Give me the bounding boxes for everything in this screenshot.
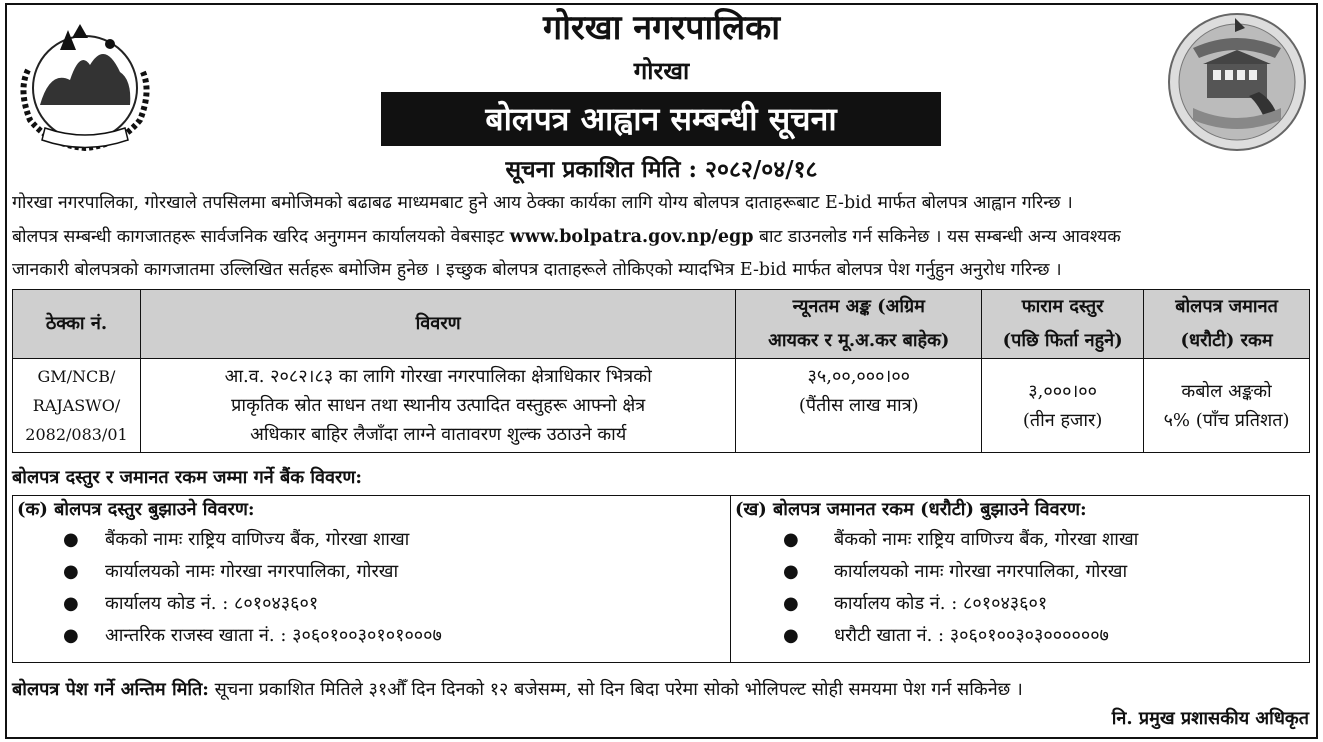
office-title: गोरखा नगरपालिका [542, 8, 781, 48]
bullet-icon: ● [783, 625, 799, 646]
list-item: ● आन्तरिक राजस्व खाता नं. : ३०६०१००३०१०१०००७ [13, 620, 730, 652]
office-location: गोरखा [633, 56, 690, 85]
table-row [13, 359, 1310, 453]
fee-deposit-details [13, 496, 731, 662]
list-item: ● कार्यालय कोड नं. : ८०१०४३६०१ [13, 588, 730, 620]
bullet-icon: ● [63, 625, 79, 646]
min-amount-cell: ३५,००,०००।०० (पैंतीस लाख मात्र) [736, 359, 982, 453]
fee-deposit-heading: (क) बोलपत्र दस्तुर बुझाउने विवरण: [17, 499, 255, 520]
submission-deadline [12, 676, 1312, 704]
bank-details-title: बोलपत्र दस्तुर र जमानत रकम जम्मा गर्ने बैंक विवरण: [12, 467, 363, 488]
signatory: नि. प्रमुख प्रशासकीय अधिकृत [1111, 708, 1309, 729]
bond-deposit-heading: (ख) बोलपत्र जमानत रकम (धरौटी) बुझाउने विवरण: [735, 499, 1087, 520]
deadline-label: बोलपत्र पेश गर्ने अन्तिम मिति: [12, 679, 209, 700]
notice-title: बोलपत्र आह्वान सम्बन्धी सूचना [381, 92, 941, 146]
header-description: विवरण [140, 290, 735, 359]
bank-details-box [12, 495, 1310, 663]
header-min-amount: न्यूनतम अङ्क (अग्रिम आयकर र मू.अ.कर बाहेक) [736, 290, 982, 359]
table-header-row [13, 290, 1310, 359]
header-form-fee: फाराम दस्तुर (पछि फिर्ता नहुने) [982, 290, 1144, 359]
bullet-icon: ● [63, 529, 79, 550]
deadline-text: सूचना प्रकाशित मितिले ३१औँ दिन दिनको १२ बजेसम्म, सो दिन बिदा परेमा सोको भोलिपल्ट सोही समयमा पेश गर्न सकिनेछ । [208, 679, 1023, 700]
bullet-icon: ● [783, 593, 799, 614]
intro-line-3: जानकारी बोलपत्रको कागजातमा उल्लिखित सर्तहरू बमोजिम हुनेछ । इच्छुक बोलपत्र दाताहरूले तोकिएको म्यादभित्र E-bid मार्फत बोलपत्र पेश गर्नुहुन अनुरोध गरिन्छ । [12, 260, 1062, 280]
bullet-icon: ● [783, 561, 799, 582]
list-item: ● धरौटी खाता नं. : ३०६०१००३०३००००००७ [731, 620, 1309, 652]
intro-line-2: बोलपत्र सम्बन्धी कागजातहरू सार्वजनिक खरिद अनुगमन कार्यालयको वेबसाइट www.bolpatra.gov.np/egp बाट डाउनलोड गर्न सकिनेछ । यस सम्बन्धी अन्य आवश्यक [12, 227, 1121, 247]
list-item: ● कार्यालयको नामः गोरखा नगरपालिका, गोरखा [731, 556, 1309, 588]
nepal-emblem-logo [10, 10, 160, 160]
form-fee-cell: ३,०००।०० (तीन हजार) [982, 359, 1144, 453]
list-item: ● कार्यालयको नामः गोरखा नगरपालिका, गोरखा [13, 556, 730, 588]
bond-deposit-details [731, 496, 1309, 662]
header-bid-bond: बोलपत्र जमानत (धरौटी) रकम [1144, 290, 1310, 359]
publish-date: सूचना प्रकाशित मिति : २०८२/०४/१८ [505, 156, 818, 183]
bid-details-table [12, 289, 1310, 453]
bullet-icon: ● [63, 561, 79, 582]
bullet-icon: ● [63, 593, 79, 614]
bullet-icon: ● [783, 529, 799, 550]
list-item: ● कार्यालय कोड नं. : ८०१०४३६०१ [731, 588, 1309, 620]
description-cell: आ.व. २०८२।८३ का लागि गोरखा नगरपालिका क्षेत्राधिकार भित्रको प्राकृतिक स्रोत साधन तथा स्थानीय उत्पादित वस्तुहरू आफ्नो क्षेत्र अधिकार बाहिर लैजाँदा लाग्ने वातावरण शुल्क उठाउने कार्य [140, 359, 735, 453]
list-item: ● बैंकको नामः राष्ट्रिय वाणिज्य बैंक, गोरखा शाखा [13, 524, 730, 556]
bid-bond-cell: कबोल अङ्कको ५% (पाँच प्रतिशत) [1144, 359, 1310, 453]
gorkha-municipality-logo [1163, 8, 1311, 156]
header-contract-no: ठेक्का नं. [13, 290, 141, 359]
list-item: ● बैंकको नामः राष्ट्रिय वाणिज्य बैंक, गोरखा शाखा [731, 524, 1309, 556]
contract-no-cell: GM/NCB/ RAJASWO/ 2082/083/01 [13, 359, 141, 453]
intro-line-1: गोरखा नगरपालिका, गोरखाले तपसिलमा बमोजिमको बढाबढ माध्यमबाट हुने आय ठेक्का कार्यका लागि योग्य बोलपत्र दाताहरूबाट E-bid मार्फत बोलपत्र आह्वान गरिन्छ । [12, 193, 1073, 213]
egp-website-link[interactable]: www.bolpatra.gov.np/egp [509, 227, 754, 247]
